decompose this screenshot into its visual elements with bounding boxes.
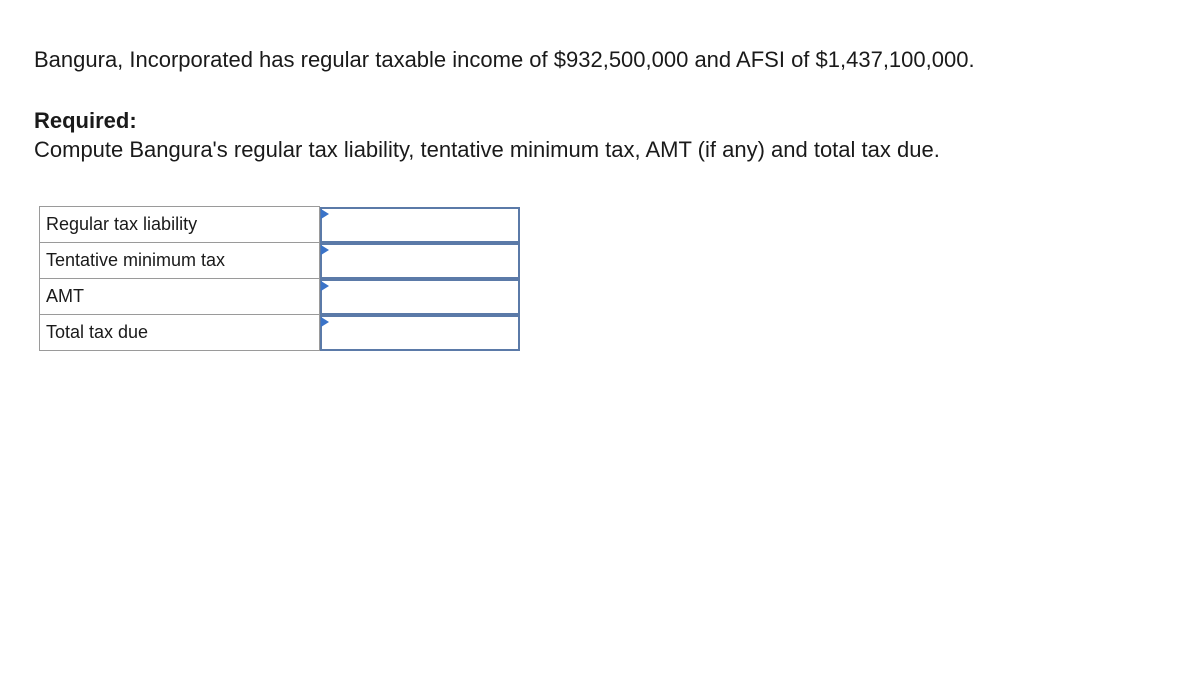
problem-intro: Bangura, Incorporated has regular taxable income of $932,500,000 and AFSI of $1,437,100,000.	[34, 47, 975, 72]
table-row	[40, 315, 521, 351]
table-row	[40, 279, 521, 315]
row-label-total-tax-due: Total tax due	[40, 315, 320, 351]
row-label-regular-tax-liability: Regular tax liability	[40, 207, 320, 243]
instruction-text: Compute Bangura's regular tax liability, tentative minimum tax, AMT (if any) and total tax due.	[34, 137, 940, 162]
table-row	[40, 207, 521, 243]
total-tax-due-input[interactable]	[320, 315, 520, 351]
tentative-minimum-tax-input[interactable]	[320, 243, 520, 279]
row-label-amt: AMT	[40, 279, 320, 315]
input-cell	[320, 279, 521, 315]
amt-input[interactable]	[320, 279, 520, 315]
row-label-tentative-minimum-tax: Tentative minimum tax	[40, 243, 320, 279]
input-cell	[320, 243, 521, 279]
required-heading: Required:	[34, 108, 137, 133]
input-cell	[320, 315, 521, 351]
input-cell	[320, 207, 521, 243]
table-row	[40, 243, 521, 279]
regular-tax-liability-input[interactable]	[320, 207, 520, 243]
answer-table	[39, 206, 521, 351]
